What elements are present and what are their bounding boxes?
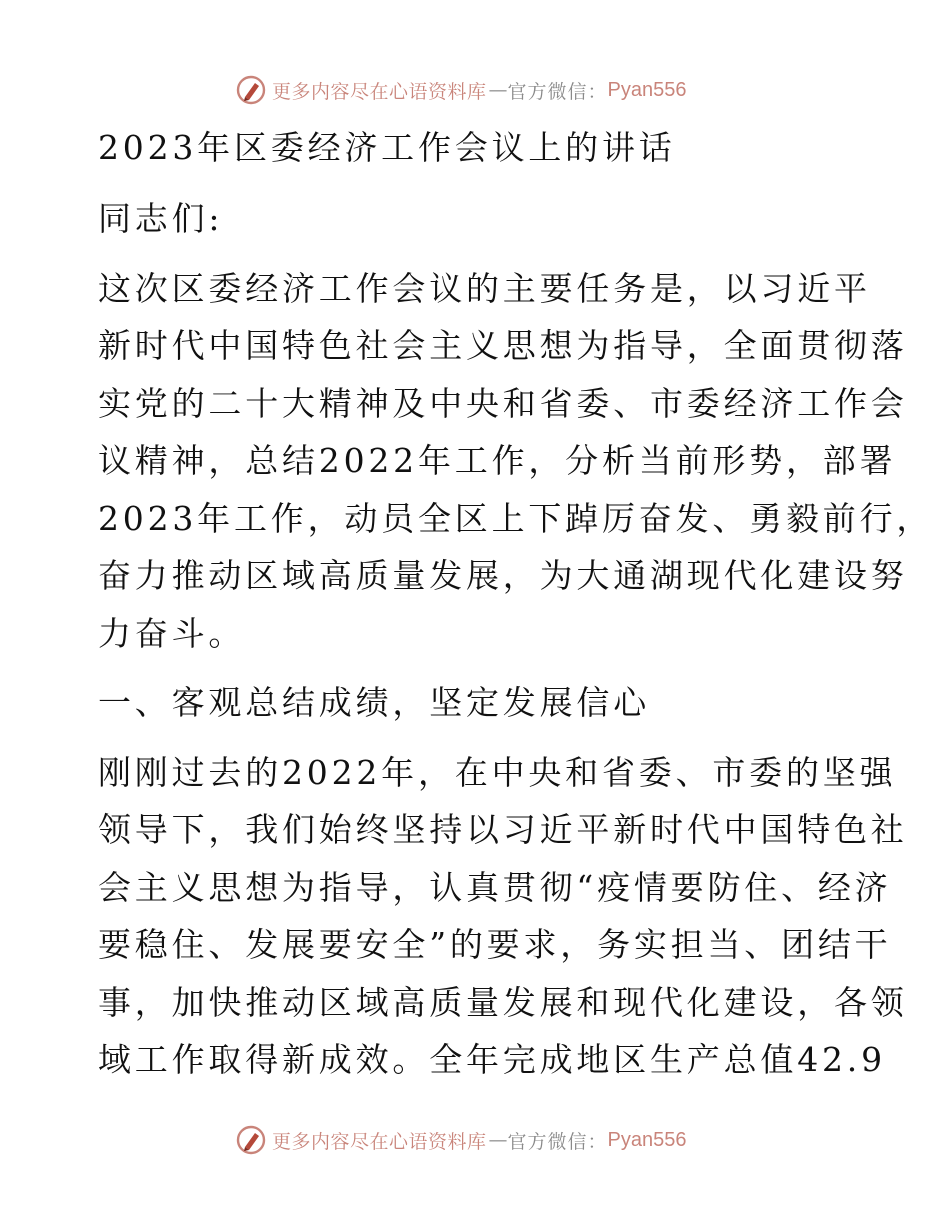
paragraph-line: 2023年工作，动员全区上下踔厉奋发、勇毅前行， — [98, 498, 934, 538]
paragraph-line: 刚刚过去的2022年，在中央和省委、市委的坚强 — [98, 752, 897, 792]
pen-logo-icon — [236, 1125, 266, 1155]
header-watermark — [236, 73, 687, 107]
watermark-site-text: 更多内容尽在心语资料库 — [272, 1130, 487, 1153]
paragraph-line: 力奋斗。 — [98, 613, 246, 653]
watermark-official-label: 官方微信： — [507, 1130, 608, 1153]
pen-logo-icon — [236, 75, 266, 105]
section-heading: 一、客观总结成绩，坚定发展信心 — [98, 683, 650, 722]
watermark-official-label: 官方微信： — [507, 80, 608, 103]
paragraph-line: 事，加快推动区域高质量发展和现代化建设，各领 — [98, 982, 908, 1022]
footer-watermark — [236, 1123, 687, 1157]
paragraph-line: 会主义思想为指导，认真贯彻“疫情要防住、经济 — [98, 867, 892, 907]
paragraph-line: 奋力推动区域高质量发展，为大通湖现代化建设努 — [98, 556, 908, 595]
document-title: 2023年区委经济工作会议上的讲话 — [98, 128, 676, 167]
paragraph-line: 实党的二十大精神及中央和省委、市委经济工作会 — [98, 383, 908, 423]
paragraph-line: 域工作取得新成效。全年完成地区生产总值42.9 — [98, 1040, 886, 1079]
watermark-wechat-id: Pyan556 — [607, 78, 687, 101]
paragraph-line: 领导下，我们始终坚持以习近平新时代中国特色社 — [98, 810, 908, 849]
watermark-separator: — — [488, 1129, 508, 1151]
paragraph-achievements — [98, 744, 908, 1089]
salutation: 同志们: — [98, 199, 224, 238]
watermark-wechat-id: Pyan556 — [607, 1128, 687, 1151]
watermark-site-text: 更多内容尽在心语资料库 — [272, 80, 487, 103]
paragraph-line: 这次区委经济工作会议的主要任务是，以习近平 — [98, 268, 871, 308]
paragraph-line: 要稳住、发展要安全”的要求，务实担当、团结干 — [98, 925, 892, 964]
watermark-separator: — — [488, 79, 508, 101]
paragraph-line: 议精神，总结2022年工作，分析当前形势，部署 — [98, 441, 897, 480]
document-body — [98, 124, 934, 1089]
paragraph-line: 新时代中国特色社会主义思想为指导，全面贯彻落 — [98, 326, 908, 365]
paragraph-intro — [98, 260, 934, 663]
